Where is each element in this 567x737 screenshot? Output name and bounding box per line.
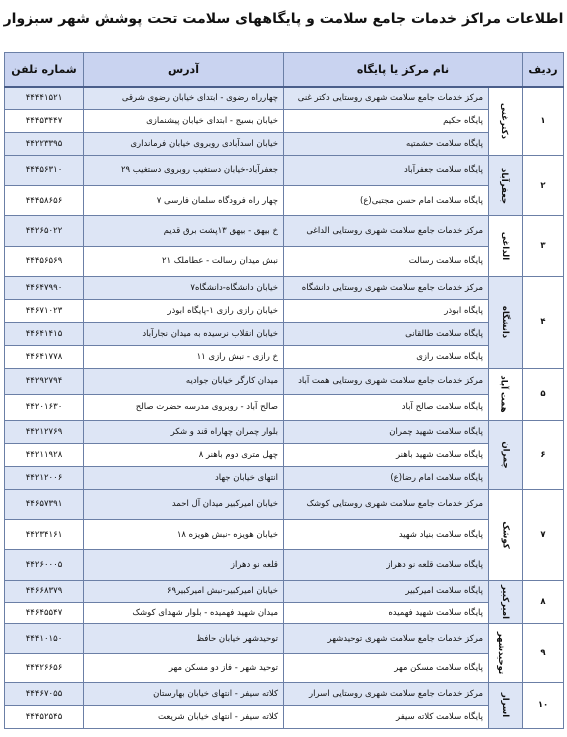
table-row <box>5 299 564 322</box>
center-phone: ۴۴۴۶۷۰۵۵ <box>5 682 84 705</box>
table-row <box>5 368 564 394</box>
center-address: خیابان امیرکبیر-نبش امیرکبیر۶۹ <box>84 580 284 602</box>
table-row <box>5 705 564 728</box>
table-header-row <box>5 53 564 87</box>
district-cell <box>489 155 523 216</box>
center-phone: ۴۴۶۶۸۳۷۹ <box>5 580 84 602</box>
center-name: پایگاه سلامت امام حسن مجتبی(ع) <box>284 186 489 216</box>
center-name: پایگاه سلامت حشمتیه <box>284 132 489 155</box>
center-address: قلعه نو دهراز <box>84 550 284 580</box>
district-label: همت آباد <box>498 375 509 413</box>
center-name: پایگاه سلامت کلاته سیفر <box>284 705 489 728</box>
center-name: مرکز خدمات جامع سلامت شهری روستایی الداغی <box>284 216 489 246</box>
row-number: ۳ <box>523 216 564 277</box>
center-name: پایگاه سلامت رازی <box>284 345 489 368</box>
table-row <box>5 602 564 624</box>
center-address: کلاته سیفر - انتهای خیابان بهارستان <box>84 682 284 705</box>
center-name: مرکز خدمات جامع سلامت شهری روستایی کوشک <box>284 489 489 519</box>
health-centers-table <box>4 52 564 729</box>
district-cell <box>489 682 523 728</box>
table-row <box>5 489 564 519</box>
center-address: صالح آباد - روبروی مدرسه حضرت صالح <box>84 394 284 420</box>
district-label: امیرکبیر <box>499 584 510 620</box>
center-address: خ بیهق - بیهق ۱۳پشت برق قدیم <box>84 216 284 246</box>
center-name: پایگاه حکیم <box>284 109 489 132</box>
header-row-number: ردیف <box>523 53 564 87</box>
center-phone: ۴۴۴۵۲۵۴۵ <box>5 705 84 728</box>
center-phone: ۴۴۶۴۱۷۷۸ <box>5 345 84 368</box>
district-cell <box>489 276 523 368</box>
center-phone: ۴۴۲۱۲۷۶۹ <box>5 420 84 443</box>
center-phone: ۴۴۴۱۰۱۵۰ <box>5 624 84 653</box>
table-row <box>5 420 564 443</box>
center-phone: ۴۴۴۵۸۶۵۶ <box>5 186 84 216</box>
table-row <box>5 87 564 110</box>
center-address: توحیدشهر خیابان حافظ <box>84 624 284 653</box>
table-row <box>5 394 564 420</box>
row-number: ۱۰ <box>523 682 564 728</box>
table-row <box>5 520 564 550</box>
center-address: چهار راه فرودگاه سلمان فارسی ۷ <box>84 186 284 216</box>
center-name: پایگاه سلامت رسالت <box>284 246 489 276</box>
center-phone: ۴۴۲۳۴۱۶۱ <box>5 520 84 550</box>
district-cell <box>489 489 523 580</box>
district-cell <box>489 580 523 624</box>
header-address: آدرس <box>84 53 284 87</box>
district-cell <box>489 624 523 682</box>
table-row <box>5 682 564 705</box>
row-number: ۷ <box>523 489 564 580</box>
center-phone: ۴۴۴۲۶۶۵۶ <box>5 653 84 682</box>
district-label: توحیدشهر <box>495 631 506 675</box>
center-phone: ۴۴۶۴۱۴۱۵ <box>5 322 84 345</box>
center-name: پایگاه سلامت قلعه نو دهراز <box>284 550 489 580</box>
center-address: انتهای خیابان جهاد <box>84 466 284 489</box>
center-address: خیابان دانشگاه-دانشگاه۷ <box>84 276 284 299</box>
center-name: پایگاه سلامت امیرکبیر <box>284 580 489 602</box>
district-cell <box>489 420 523 489</box>
center-phone: ۴۴۲۱۱۹۲۸ <box>5 443 84 466</box>
center-name: پایگاه سلامت شهید فهمیده <box>284 602 489 624</box>
table-row <box>5 466 564 489</box>
center-address: چهارراه رضوی - ابتدای خیابان رضوی شرقی <box>84 87 284 110</box>
table-row <box>5 186 564 216</box>
center-name: مرکز خدمات جامع سلامت شهری روستایی همت آباد <box>284 368 489 394</box>
center-address: خیابان انقلاب نرسیده به میدان نجارآباد <box>84 322 284 345</box>
district-label: اسرار <box>500 693 511 718</box>
row-number: ۲ <box>523 155 564 216</box>
center-address: چهل متری دوم باهنر ۸ <box>84 443 284 466</box>
center-name: پایگاه سلامت جعفرآباد <box>284 155 489 185</box>
row-number: ۸ <box>523 580 564 624</box>
center-address: توحید شهر - فاز دو مسکن مهر <box>84 653 284 682</box>
table-row <box>5 276 564 299</box>
row-number: ۵ <box>523 368 564 420</box>
document-title: اطلاعات مراکز خدمات جامع سلامت و پایگاههای سلامت تحت پوشش شهر سبزوار <box>3 11 564 27</box>
table-row <box>5 155 564 185</box>
table-row <box>5 216 564 246</box>
center-phone: ۴۴۶۷۱۰۲۳ <box>5 299 84 322</box>
center-phone: ۴۴۲۶۵۰۲۲ <box>5 216 84 246</box>
center-phone: ۴۴۶۵۷۳۹۱ <box>5 489 84 519</box>
center-address: خیابان رازی رازی ۱-پایگاه ابوذر <box>84 299 284 322</box>
center-name: پایگاه سلامت بنیاد شهید <box>284 520 489 550</box>
center-phone: ۴۴۴۴۱۵۲۱ <box>5 87 84 110</box>
center-address: میدان شهید فهمیده - بلوار شهدای کوشک <box>84 602 284 624</box>
row-number: ۴ <box>523 276 564 368</box>
district-label: دکترغنی <box>499 103 510 140</box>
center-phone: ۴۴۴۵۶۵۶۹ <box>5 246 84 276</box>
header-center-name: نام مرکز یا پایگاه <box>284 53 523 87</box>
district-label: الداغی <box>500 231 511 261</box>
center-phone: ۴۴۲۲۳۳۹۵ <box>5 132 84 155</box>
table-row <box>5 132 564 155</box>
center-name: پایگاه سلامت امام رضا(ع) <box>284 466 489 489</box>
center-address: نبش میدان رسالت - عطاملک ۲۱ <box>84 246 284 276</box>
row-number: ۱ <box>523 87 564 156</box>
center-name: مرکز خدمات جامع سلامت شهری روستایی اسرار <box>284 682 489 705</box>
center-address: خیابان هویزه -نبش هویزه ۱۸ <box>84 520 284 550</box>
table-row <box>5 109 564 132</box>
district-label: جعفرآباد <box>499 167 510 204</box>
center-address: جعفرآباد-خیابان دستغیب روبروی دستغیب ۲۹ <box>84 155 284 185</box>
center-phone: ۴۴۴۵۶۳۱۰ <box>5 155 84 185</box>
center-phone: ۴۴۴۵۳۴۴۷ <box>5 109 84 132</box>
header-phone: شماره تلفن <box>5 53 84 87</box>
center-name: مرکز خدمات جامع سلامت شهری توحیدشهر <box>284 624 489 653</box>
district-cell <box>489 216 523 277</box>
district-label: چمران <box>500 441 511 469</box>
center-name: پایگاه سلامت شهید چمران <box>284 420 489 443</box>
center-name: پایگاه سلامت طالقانی <box>284 322 489 345</box>
center-address: خیابان اسدآبادی روبروی خیابان فرمانداری <box>84 132 284 155</box>
table-row <box>5 624 564 653</box>
table-row <box>5 653 564 682</box>
center-name: مرکز خدمات جامع سلامت شهری روستایی دانشگاه <box>284 276 489 299</box>
center-address: میدان کارگر خیابان جوادیه <box>84 368 284 394</box>
table-row <box>5 443 564 466</box>
center-name: مرکز خدمات جامع سلامت شهری روستایی دکتر غنی <box>284 87 489 110</box>
center-address: بلوار چمران چهاراه قند و شکر <box>84 420 284 443</box>
center-phone: ۴۴۲۹۲۷۹۴ <box>5 368 84 394</box>
center-address: خیابان امیرکبیر میدان آل احمد <box>84 489 284 519</box>
center-address: کلاته سیفر - انتهای خیابان شریعت <box>84 705 284 728</box>
center-phone: ۴۴۶۴۷۹۹۰ <box>5 276 84 299</box>
table-row <box>5 580 564 602</box>
center-phone: ۴۴۶۴۵۵۴۷ <box>5 602 84 624</box>
center-phone: ۴۴۲۰۱۶۳۰ <box>5 394 84 420</box>
center-name: پایگاه سلامت شهید باهنر <box>284 443 489 466</box>
district-cell <box>489 368 523 420</box>
district-label: دانشگاه <box>500 306 511 339</box>
center-address: خیابان بسیج - ابتدای خیابان پیشنمازی <box>84 109 284 132</box>
row-number: ۶ <box>523 420 564 489</box>
table-row <box>5 345 564 368</box>
center-name: پایگاه سلامت مسکن مهر <box>284 653 489 682</box>
table-row <box>5 550 564 580</box>
center-name: پایگاه سلامت صالح آباد <box>284 394 489 420</box>
district-cell <box>489 87 523 156</box>
table-row <box>5 322 564 345</box>
center-phone: ۴۴۲۶۰۰۰۵ <box>5 550 84 580</box>
district-label: کوشک <box>500 521 511 549</box>
center-phone: ۴۴۲۱۲۰۰۶ <box>5 466 84 489</box>
table-row <box>5 246 564 276</box>
center-address: خ رازی - نبش رازی ۱۱ <box>84 345 284 368</box>
center-name: پایگاه ابوذر <box>284 299 489 322</box>
table-body <box>5 87 564 729</box>
row-number: ۹ <box>523 624 564 682</box>
